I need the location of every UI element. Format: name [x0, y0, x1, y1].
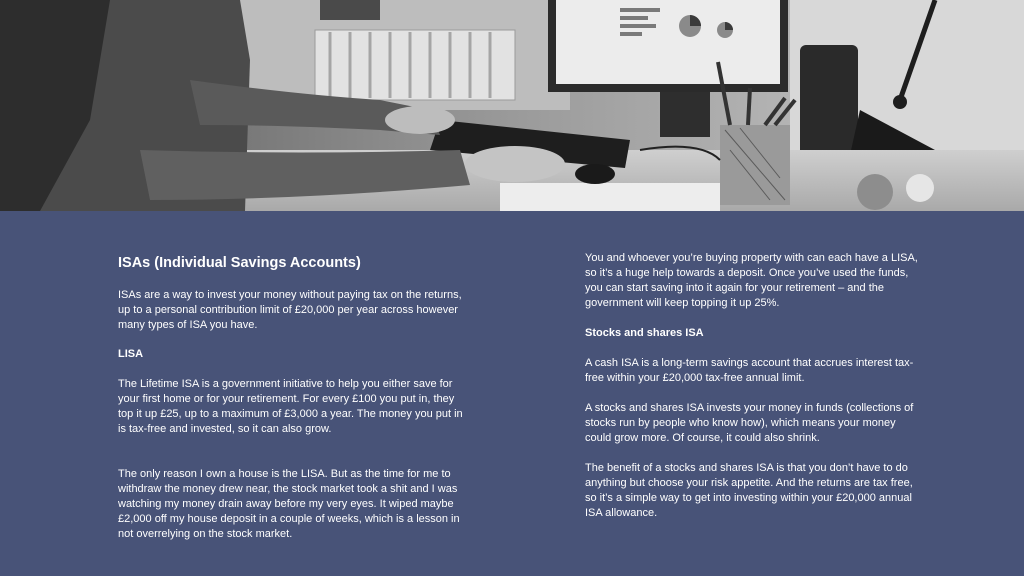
lisa-heading: LISA: [118, 348, 144, 360]
office-desk-photo-icon: [0, 0, 1024, 211]
lisa-paragraph-1: The Lifetime ISA is a government initiative to help you either save for your first home or for your retirement. For every £100 you put in, they top it up £25, up to a maximum of £3,000 a year. The money you put in is tax-free and invested, so it can also grow.: [118, 378, 463, 435]
isa-intro-paragraph: ISAs are a way to invest your money without paying tax on the returns, up to a personal contribution limit of £20,000 per year across however many types of ISA you have.: [118, 289, 462, 331]
page-title: ISAs (Individual Savings Accounts): [118, 255, 361, 271]
lisa-paragraph-3: You and whoever you’re buying property with can each have a LISA, so it’s a huge help towards a deposit. Once you’ve used the funds, you can start saving into it again for your retirement – and the government will keep topping it up 25%.: [585, 252, 918, 309]
lisa-paragraph-2: The only reason I own a house is the LISA. But as the time for me to withdraw the money drew near, the stock market took a shit and I was watching my money drain away before my very eyes. It wiped maybe £2,000 off my house deposit in a couple of weeks, which is a lesson in not overrelying on the stock market.: [118, 468, 460, 540]
stocks-paragraph-1: A stocks and shares ISA invests your money in funds (collections of stocks run by people who know how), which means your money could grow more. Of course, it could also shrink.: [585, 402, 914, 444]
content-panel: [0, 211, 1024, 576]
cash-isa-paragraph: A cash ISA is a long-term savings account that accrues interest tax-free within your £20,000 tax-free annual limit.: [585, 357, 914, 384]
stocks-paragraph-2: The benefit of a stocks and shares ISA is that you don’t have to do anything but choose your risk appetite. And the returns are tax free, so it’s a simple way to get into investing within your £20,000 annual ISA allowance.: [585, 462, 913, 519]
stocks-shares-heading: Stocks and shares ISA: [585, 327, 704, 339]
office-desk-photo: [0, 0, 1024, 211]
